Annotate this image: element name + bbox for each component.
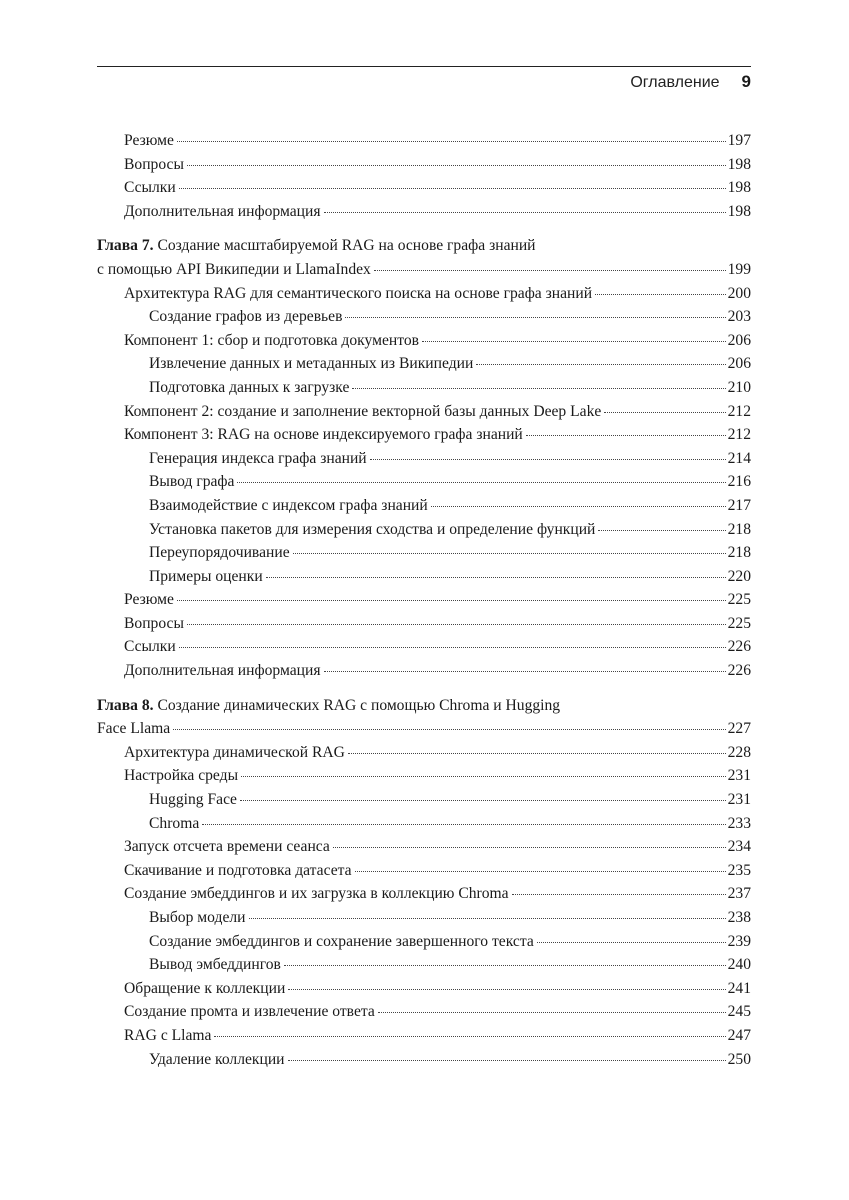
dot-leader — [598, 530, 725, 531]
toc-entry[interactable]: Обращение к коллекции 241 — [124, 979, 751, 997]
toc-entry[interactable]: Взаимодействие с индексом графа знаний 217 — [149, 496, 751, 514]
dot-leader — [173, 729, 725, 730]
dot-leader — [537, 942, 726, 943]
toc-entry-questions[interactable]: Вопросы 198 — [124, 155, 751, 173]
dot-leader — [355, 871, 726, 872]
dot-leader — [249, 918, 726, 919]
dot-leader — [214, 1036, 725, 1037]
page-number: 9 — [741, 72, 751, 91]
dot-leader — [179, 188, 726, 189]
toc-entry[interactable]: Ссылки 226 — [124, 638, 751, 656]
dot-leader — [476, 364, 725, 365]
dot-leader — [333, 847, 726, 848]
toc-entry[interactable]: Дополнительная информация 226 — [124, 662, 751, 680]
chapter-title-line1: Создание динамических RAG с помощью Chroma и Hugging — [157, 696, 561, 714]
toc-entry[interactable]: Переупорядочивание 218 — [149, 544, 751, 562]
dot-leader — [431, 506, 726, 507]
toc-entry[interactable]: Создание промта и извлечение ответа 245 — [124, 1003, 751, 1021]
toc-entry[interactable]: Примеры оценки 220 — [149, 567, 751, 585]
chapter-7 — [97, 234, 751, 682]
toc-entry-summary[interactable]: Резюме 197 — [124, 132, 751, 149]
dot-leader — [422, 341, 726, 342]
toc-entry[interactable]: Извлечение данных и метаданных из Википедии 206 — [149, 355, 751, 373]
running-title: Оглавление — [630, 74, 720, 91]
toc-entry[interactable]: Установка пакетов для измерения сходства и определение функций 218 — [149, 520, 751, 538]
dot-leader — [324, 212, 726, 213]
dot-leader — [378, 1012, 726, 1013]
dot-leader — [177, 141, 726, 142]
dot-leader — [374, 270, 726, 271]
toc-entry[interactable]: Создание эмбеддингов и сохранение завершенного текста 239 — [149, 932, 751, 950]
toc-entry-references[interactable]: Ссылки 198 — [124, 179, 751, 197]
dot-leader — [266, 577, 726, 578]
toc-entry[interactable]: Компонент 1: сбор и подготовка документов 206 — [124, 331, 751, 349]
running-head — [630, 72, 751, 94]
toc-entry[interactable]: Вывод эмбеддингов 240 — [149, 956, 751, 974]
dot-leader — [240, 800, 726, 801]
dot-leader — [237, 482, 725, 483]
dot-leader — [352, 388, 725, 389]
chapter-8-heading-cont[interactable]: Face Llama 227 — [97, 720, 751, 738]
toc-entry[interactable]: Архитектура RAG для семантического поиска на основе графа знаний 200 — [124, 284, 751, 302]
dot-leader — [345, 317, 725, 318]
toc-entry[interactable]: RAG с Llama 247 — [124, 1026, 751, 1044]
dot-leader — [187, 165, 726, 166]
dot-leader — [293, 553, 726, 554]
dot-leader — [324, 671, 726, 672]
chapter-label: Глава 8. — [97, 696, 154, 714]
toc-entry[interactable]: Удаление коллекции 250 — [149, 1050, 751, 1068]
toc-entry[interactable]: Подготовка данных к загрузке 210 — [149, 378, 751, 396]
dot-leader — [177, 600, 726, 601]
chapter-8 — [97, 694, 751, 1072]
toc-entry-further-reading[interactable]: Дополнительная информация 198 — [124, 202, 751, 220]
dot-leader — [241, 776, 726, 777]
toc-entry[interactable]: Вывод графа 216 — [149, 473, 751, 491]
toc-entry[interactable]: Создание графов из деревьев 203 — [149, 308, 751, 326]
toc-entry[interactable]: Выбор модели 238 — [149, 909, 751, 926]
toc-entry[interactable]: Создание эмбеддингов и их загрузка в коллекцию Chroma 237 — [124, 885, 751, 903]
chapter-label: Глава 7. — [97, 237, 154, 255]
dot-leader — [288, 1060, 726, 1061]
toc-entry[interactable]: Компонент 2: создание и заполнение векторной базы данных Deep Lake 212 — [124, 402, 751, 420]
table-of-contents — [97, 129, 751, 1071]
dot-leader — [288, 989, 725, 990]
toc-entry[interactable]: Генерация индекса графа знаний 214 — [149, 449, 751, 467]
header-rule — [97, 66, 751, 67]
toc-entry[interactable]: Компонент 3: RAG на основе индексируемого графа знаний 212 — [124, 426, 751, 444]
chapter-7-heading-cont[interactable]: с помощью API Википедии и LlamaIndex 199 — [97, 260, 751, 278]
dot-leader — [595, 294, 726, 295]
toc-entry[interactable]: Запуск отсчета времени сеанса 234 — [124, 838, 751, 856]
dot-leader — [284, 965, 726, 966]
toc-entry[interactable]: Архитектура динамической RAG 228 — [124, 743, 751, 761]
toc-entry[interactable]: Настройка среды 231 — [124, 767, 751, 785]
dot-leader — [512, 894, 726, 895]
chapter-title-line1: Создание масштабируемой RAG на основе графа знаний — [157, 237, 536, 255]
chapter-8-heading[interactable] — [97, 694, 751, 718]
toc-entry[interactable]: Hugging Face 231 — [149, 791, 751, 809]
chapter-7-heading[interactable] — [97, 234, 751, 258]
toc-entry[interactable]: Резюме 225 — [124, 591, 751, 609]
toc-entry[interactable]: Chroma 233 — [149, 814, 751, 832]
dot-leader — [370, 459, 726, 460]
dot-leader — [526, 435, 726, 436]
dot-leader — [604, 412, 725, 413]
dot-leader — [179, 647, 726, 648]
toc-entry[interactable]: Вопросы 225 — [124, 614, 751, 632]
dot-leader — [348, 753, 726, 754]
toc-entry[interactable]: Скачивание и подготовка датасета 235 — [124, 861, 751, 879]
dot-leader — [187, 624, 726, 625]
dot-leader — [202, 824, 725, 825]
